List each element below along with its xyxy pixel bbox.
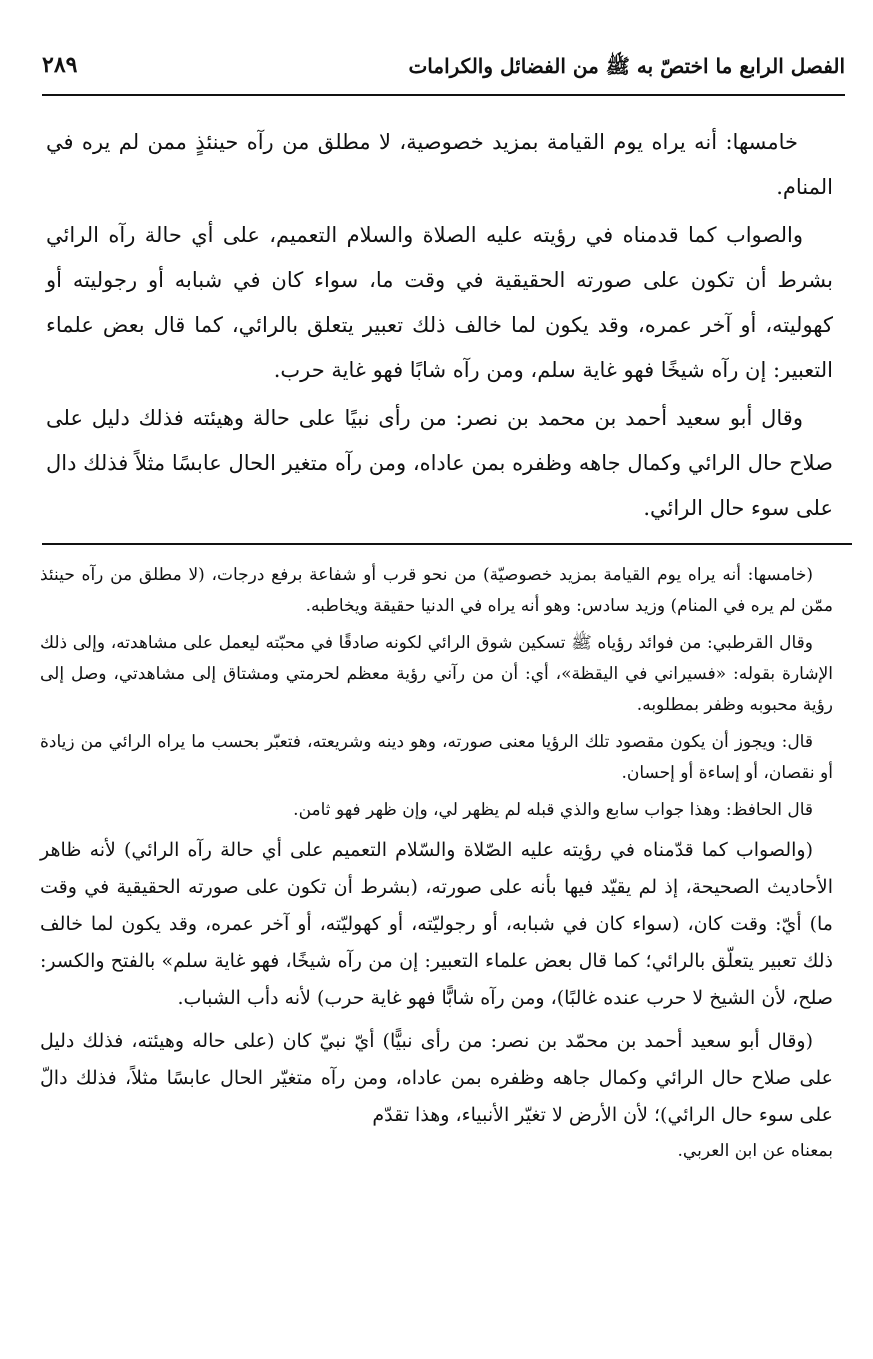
main-paragraph-correct-view: والصواب كما قدمناه في رؤيته عليه الصلاة والسلام التعميم، على أي حالة رآه الرائي بشرط أن تكون على صورته الحقيقية في وقت ما، سواء كان في شبابه أو رجوليته أو كهوليته، أو آخر عمره، وقد يكون لما خالف ذلك تعبير يتعلق بالرائي، كما قال بعض علماء التعبير: إن رآه شيخًا فهو غاية سلم، ومن رآه شابًا فهو غاية حرب.	[46, 223, 833, 382]
page-number: ٢٨٩	[42, 52, 78, 78]
main-text	[46, 120, 833, 534]
main-paragraph-fifth: خامسها: أنه يراه يوم القيامة بمزيد خصوصية، لا مطلق من رآه حينئذٍ ممن لم يره في المنام.	[46, 130, 833, 199]
commentary-paragraph-hafiz: قال الحافظ: وهذا جواب سابع والذي قبله لم يظهر لي، وإن ظهر فهو ثامن.	[293, 800, 813, 820]
main-paragraph-abu-said: وقال أبو سعيد أحمد بن محمد بن نصر: من رأى نبيًا على حالة وهيئته فذلك دليل على صلاح حال الرائي وكمال جاهه وظفره بمن عاداه، ومن رآه متغير الحال عابسًا مثلاً فذلك دال على سوء حال الرائي.	[46, 406, 833, 520]
commentary-paragraph-meaning: قال: ويجوز أن يكون مقصود تلك الرؤيا معنى صورته، وهو دينه وشريعته، فتعبّر بحسب ما يراه الرائي من زيادة أو نقصان، أو إساءة أو إحسان.	[40, 732, 833, 783]
chapter-title: الفصل الرابع ما اختصّ به ﷺ من الفضائل والكرامات	[408, 54, 845, 78]
commentary-paragraph-correct-view: (والصواب كما قدّمناه في رؤيته عليه الصّلاة والسّلام التعميم على أي حالة رآه الرائي) لأنه ظاهر الأحاديث الصحيحة، إذ لم يقيّد فيها بأنه على صورته، (بشرط أن تكون على صورته الحقيقية في وقت ما) أيّ: وقت كان، (سواء كان في شبابه، أو رجوليّته، أو كهوليّته، أو آخر عمره، وقد يكون لما خالف ذلك تعبير يتعلّق بالرائي؛ كما قال بعض علماء التعبير: إن من رآه شيخًا، فهو غاية سلم» بالفتح والكسر: صلح، لأن الشيخ لا حرب عنده غالبًا)، ومن رآه شابًّا فهو غاية حرب) لأنه دأب الشباب.	[40, 839, 833, 1009]
commentary-paragraph-qurtubi: وقال القرطبي: من فوائد رؤياه ﷺ تسكين شوق الرائي لكونه صادقًا في محبّته ليعمل على مشاهدته، وإلى ذلك الإشارة بقوله: «فسيراني في اليقظة»، أي: أن من رآني رؤية معظم لحرمتي ومشتاق إلى مشاهدتي، وصل إلى رؤية محبوبه وظفر بمطلوبه.	[40, 633, 833, 715]
commentary-separator	[42, 543, 852, 545]
commentary	[40, 560, 833, 1173]
commentary-paragraph-fifth: (خامسها: أنه يراه يوم القيامة بمزيد خصوصيّة) من نحو قرب أو شفاعة برفع درجات، (لا مطلق من رآه حينئذ ممّن لم يره في المنام) وزيد سادس: وهو أنه يراه في الدنيا حقيقة ويخاطبه.	[40, 565, 833, 616]
running-header	[42, 50, 845, 96]
commentary-paragraph-abu-said: (وقال أبو سعيد أحمد بن محمّد بن نصر: من رأى نبيًّا) أيّ نبيّ كان (على حاله وهيئته، فذلك دليل على صلاح حال الرائي وكمال جاهه وظفره بمن عاداه، ومن رآه متغيّر الحال عابسًا مثلاً، فذلك دالّ على سوء حال الرائي)؛ لأن الأرض لا تغيّر الأنبياء، وهذا تقدّم	[40, 1030, 833, 1126]
commentary-paragraph-ibn-arabi: بمعناه عن ابن العربي.	[677, 1141, 833, 1161]
